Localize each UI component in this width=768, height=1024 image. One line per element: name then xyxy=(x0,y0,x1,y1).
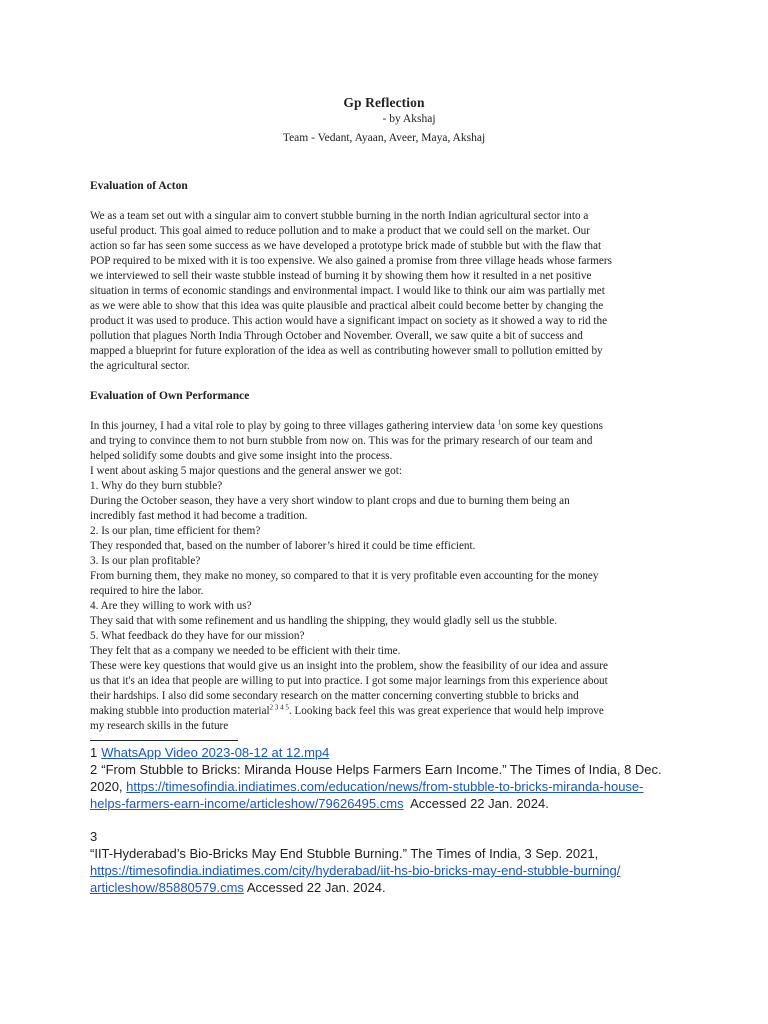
footnote-3-link-cont[interactable]: articleshow/85880579.cms xyxy=(90,880,244,895)
paragraph-line: the agricultural sector. xyxy=(90,360,190,372)
section-heading-evaluation-of-action: Evaluation of Acton xyxy=(90,180,188,192)
footnote-number: 2 xyxy=(90,762,98,777)
paragraph-line: We as a team set out with a singular aim to convert stubble burning in the north Indian agricultural sector into a xyxy=(90,210,589,222)
footnote-1 xyxy=(90,744,690,761)
paragraph-line: 5. What feedback do they have for our mission? xyxy=(90,630,305,642)
team-members: Team - Vedant, Ayaan, Aveer, Maya, Akshaj xyxy=(282,132,486,144)
evaluation-of-action-paragraph xyxy=(90,209,678,374)
section-heading-own-performance: Evaluation of Own Performance xyxy=(90,390,250,402)
paragraph-line: as we were able to show that this idea was quite plausible and practical albeit could become better by changing the xyxy=(90,300,604,312)
paragraph-line xyxy=(90,704,678,719)
footnote-2-link[interactable]: https://timesofindia.indiatimes.com/education/news/from-stubble-to-bricks-miranda-house- xyxy=(126,779,644,794)
own-performance-paragraph xyxy=(90,419,678,734)
author-byline-text: - by Akshaj xyxy=(382,113,436,125)
document-title: Gp Reflection xyxy=(343,95,425,110)
paragraph-line: 3. Is our plan profitable? xyxy=(90,555,201,567)
footnote-3-text: “IIT-Hyderabad’s Bio-Bricks May End Stubble Burning.” The Times of India, 3 Sep. 2021, xyxy=(90,846,599,861)
footnote-separator xyxy=(90,740,238,741)
line-text: In this journey, I had a vital role to play by going to three villages gathering interview data xyxy=(90,420,498,432)
footnote-ref-1[interactable]: 1 xyxy=(497,418,502,427)
paragraph-line: During the October season, they have a very short window to plant crops and due to burning them being an xyxy=(90,495,570,507)
footnote-1-link[interactable]: WhatsApp Video 2023-08-12 at 12.mp4 xyxy=(101,745,330,760)
paragraph-line: incredibly fast method it had become a tradition. xyxy=(90,510,308,522)
paragraph-line: and trying to convince them to not burn stubble from now on. This was for the primary research of our team and xyxy=(90,435,593,447)
footnote-2-cont xyxy=(90,778,690,795)
paragraph-line: 2. Is our plan, time efficient for them? xyxy=(90,525,261,537)
footnote-number: 1 xyxy=(90,745,98,760)
footnote-2-cont2 xyxy=(90,795,690,812)
paragraph-line: action so far has seen some success as we have developed a prototype brick made of stubble but with the flaw that xyxy=(90,240,602,252)
paragraph-line: 1. Why do they burn stubble? xyxy=(90,480,223,492)
paragraph-line: pollution that plagues North India Through October and November. Overall, we saw quite a bit of success and xyxy=(90,330,583,342)
footnote-2-link-cont[interactable]: helps-farmers-earn-income/articleshow/79626495.cms xyxy=(90,796,404,811)
paragraph-line: These were key questions that would give us an insight into the problem, show the feasibility of our idea and assure xyxy=(90,660,608,672)
paragraph-line: useful product. This goal aimed to reduce pollution and to make a product that we could sell on the market. Our xyxy=(90,225,590,237)
footnote-refs-2-5[interactable]: 2 3 4 5 xyxy=(269,703,289,712)
author-byline xyxy=(90,113,678,125)
paragraph-line: I went about asking 5 major questions and the general answer we got: xyxy=(90,465,402,477)
footnote-3-link[interactable]: https://timesofindia.indiatimes.com/city/hyderabad/iit-hs-bio-bricks-may-end-stubble-burning/ xyxy=(90,863,621,878)
paragraph-line: POP required to be mixed with it is too expensive. We also gained a promise from three village heads whose farmers xyxy=(90,255,612,267)
paragraph-line: 4. Are they willing to work with us? xyxy=(90,600,252,612)
footnote-3 xyxy=(90,845,690,862)
paragraph-line: helped solidify some doubts and give some insight into the process. xyxy=(90,450,393,462)
paragraph-line: They responded that, based on the number of laborer’s hired it could be time efficient. xyxy=(90,540,476,552)
paragraph-line: we interviewed to sell their waste stubble instead of burning it by showing them how it resulted in a net positive xyxy=(90,270,592,282)
paragraph-line: From burning them, they make no money, so compared to that it is very profitable even accounting for the money xyxy=(90,570,599,582)
footnotes xyxy=(90,744,690,896)
footnote-number: 3 xyxy=(90,829,98,844)
paragraph-line: They felt that as a company we needed to be efficient with their time. xyxy=(90,645,401,657)
paragraph-line: required to hire the labor. xyxy=(90,585,204,597)
paragraph-line: situation in terms of economic standings and environmental impact. I would like to think our aim was partially met xyxy=(90,285,605,297)
footnote-2-text: “From Stubble to Bricks: Miranda House Helps Farmers Earn Income.” The Times of India, 8 Dec. xyxy=(101,762,662,777)
paragraph-line: my research skills in the future xyxy=(90,720,229,732)
line-text: making stubble into production material xyxy=(90,705,270,717)
footnote-3-cont xyxy=(90,862,690,879)
paragraph-line: us that it's an idea that people are willing to put into practice. I got some major learnings from this experience about xyxy=(90,675,608,687)
paragraph-line: They said that with some refinement and us handling the shipping, they would gladly sell us the stubble. xyxy=(90,615,558,627)
paragraph-line: their hardships. I also did some secondary research on the matter concerning converting stubble to bricks and xyxy=(90,690,579,702)
paragraph-line: product it was used to produce. This action would have a significant impact on society as it showed a way to rid the xyxy=(90,315,608,327)
footnote-2 xyxy=(90,761,690,778)
footnote-2-accessed: Accessed 22 Jan. 2024. xyxy=(403,796,549,811)
paragraph-line: mapped a blueprint for future exploration of the idea as well as contributing however small to pollution emitted by xyxy=(90,345,603,357)
line-text: . Looking back feel this was great experience that would help improve xyxy=(288,705,604,717)
footnote-3-number-line xyxy=(90,828,690,845)
footnote-3-cont2 xyxy=(90,879,690,896)
footnote-3-accessed: Accessed 22 Jan. 2024. xyxy=(243,880,386,895)
paragraph-line xyxy=(90,419,678,434)
footnote-2-year: 2020, xyxy=(90,779,127,794)
line-text: on some key questions xyxy=(501,420,603,432)
